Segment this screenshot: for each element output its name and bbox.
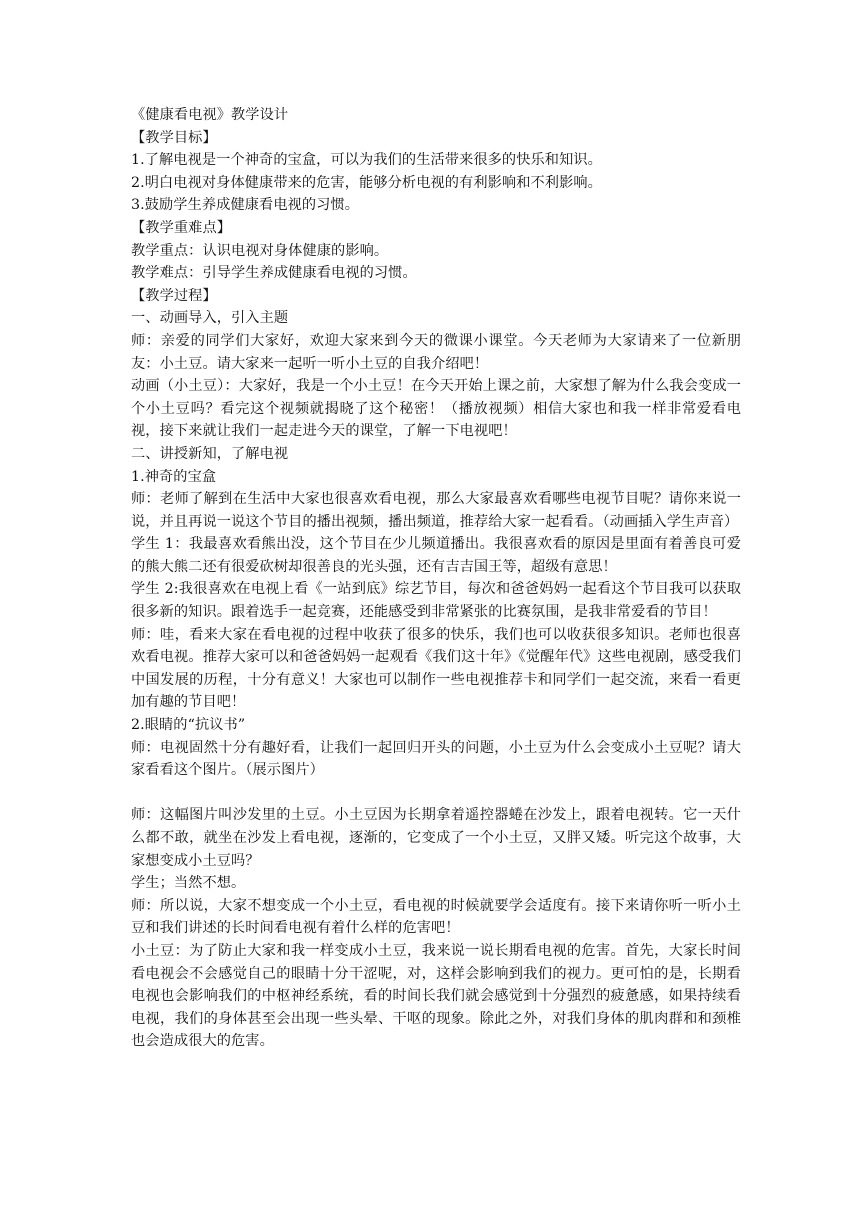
- goal-item: 2.明白电视对身体健康带来的危害，能够分析电视的有利影响和不利影响。: [131, 174, 602, 191]
- goal-item: 3.鼓励学生养成健康看电视的习惯。: [131, 197, 360, 214]
- document-page: [131, 104, 741, 1053]
- section-heading-goals: 【教学目标】: [131, 129, 217, 146]
- paragraph: 动画（小土豆）：大家好，我是一个小土豆！在今天开始上课之前，大家想了解为什么我会变成一个小土豆吗？看完这个视频就揭晓了这个秘密！（播放视频）相信大家也和我一样非常爱看电视，接下来就让我们一起走进今天的课堂，了解一下电视吧！: [131, 378, 741, 440]
- goal-item: 1.了解电视是一个神奇的宝盒，可以为我们的生活带来很多的快乐和知识。: [131, 152, 602, 169]
- paragraph: 师：哇，看来大家在看电视的过程中收获了很多的快乐，我们也可以收获很多知识。老师也很喜欢看电视。推荐大家可以和爸爸妈妈一起观看《我们这十年》《觉醒年代》这些电视剧，感受我们中国发展的历程，十分有意义！大家也可以制作一些电视推荐卡和同学们一起交流，来看一看更加有趣的节目吧！: [131, 626, 741, 711]
- image-placeholder-gap: [131, 782, 741, 805]
- paragraph: 学生 2:我很喜欢在电视上看《一站到底》综艺节目，每次和爸爸妈妈一起看这个节目我可以获取很多新的知识。跟着选手一起竞赛，还能感受到非常紧张的比赛氛围，是我非常爱看的节目！: [131, 581, 741, 621]
- paragraph: 师：亲爱的同学们大家好，欢迎大家来到今天的微课小课堂。今天老师为大家请来了一位新朋友：小土豆。请大家来一起听一听小土豆的自我介绍吧！: [131, 332, 741, 372]
- section-heading-process: 【教学过程】: [131, 287, 217, 304]
- part-title: 二、讲授新知，了解电视: [131, 445, 289, 462]
- paragraph: 小土豆：为了防止大家和我一样变成小土豆，我来说一说长期看电视的危害。首先，大家长时间看电视会不会感觉自己的眼睛十分干涩呢，对，这样会影响到我们的视力。更可怕的是，长期看电视也会影响我们的中枢神经系统，看的时间长我们就会感觉到十分强烈的疲惫感，如果持续看电视，我们的身体甚至会出现一些头晕、干呕的现象。除此之外，对我们身体的肌肉群和和颈椎也会造成很大的危害。: [131, 942, 741, 1050]
- paragraph: 师：这幅图片叫沙发里的土豆。小土豆因为长期拿着遥控器蜷在沙发上，跟着电视转。它一天什么都不敢，就坐在沙发上看电视，逐渐的，它变成了一个小土豆，又胖又矮。听完这个故事，大家想变成小土豆吗？: [131, 807, 741, 869]
- difficult-point-text: 教学难点：引导学生养成健康看电视的习惯。: [131, 265, 417, 282]
- key-point-text: 教学重点：认识电视对身体健康的影响。: [131, 242, 389, 259]
- paragraph: 师：老师了解到在生活中大家也很喜欢看电视，那么大家最喜欢看哪些电视节目呢？请你来说一说，并且再说一说这个节目的播出视频，播出频道，推荐给大家一起看看。（动画插入学生声音）: [131, 491, 741, 530]
- part-title: 一、动画导入，引入主题: [131, 310, 289, 327]
- paragraph: 师：电视固然十分有趣好看，让我们一起回归开头的问题，小土豆为什么会变成小土豆呢？请大家看看这个图片。（展示图片）: [131, 739, 741, 779]
- subsection-title: 2.眼睛的“抗议书”: [131, 717, 246, 734]
- document-title: 《健康看电视》教学设计: [131, 107, 289, 123]
- paragraph: 学生 1：我最喜欢看熊出没，这个节目在少儿频道播出。我很喜欢看的原因是里面有着善良可爱的熊大熊二还有很爱砍树却很善良的光头强，还有吉吉国王等，超级有意思！: [131, 536, 741, 575]
- subsection-title: 1.神奇的宝盒: [131, 468, 217, 485]
- section-heading-key-points: 【教学重难点】: [131, 219, 232, 236]
- paragraph: 学生；当然不想。: [131, 875, 246, 892]
- paragraph: 师：所以说，大家不想变成一个小土豆，看电视的时候就要学会适度有。接下来请你听一听小土豆和我们讲述的长时间看电视有着什么样的危害吧！: [131, 897, 741, 937]
